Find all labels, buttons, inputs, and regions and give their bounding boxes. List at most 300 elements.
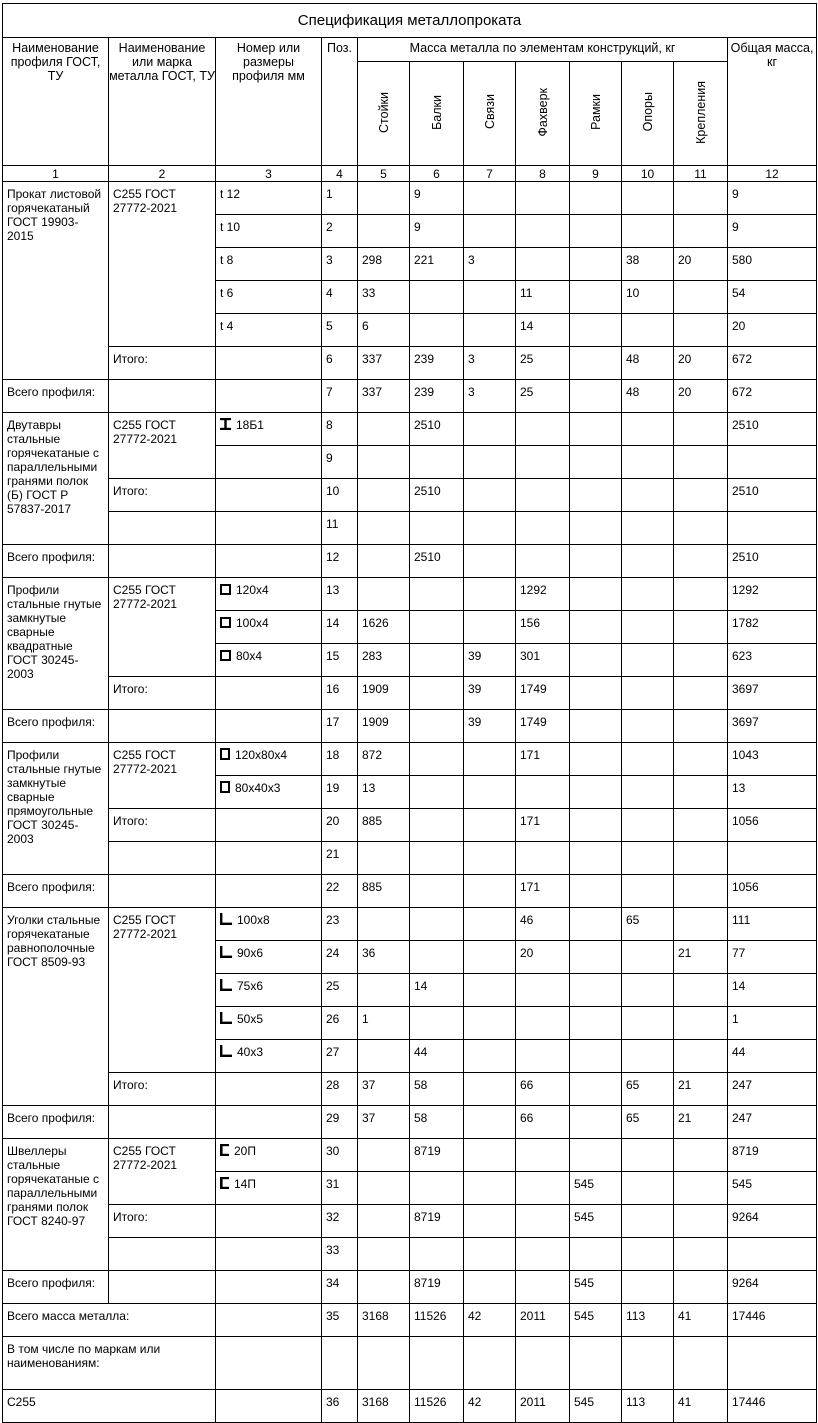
mass-value	[674, 776, 728, 809]
profile-size	[216, 281, 322, 314]
mass-value	[570, 545, 622, 578]
mass-value	[570, 710, 622, 743]
mass-value	[570, 644, 622, 677]
profile-size	[216, 578, 322, 611]
mass-value	[410, 908, 464, 941]
mass-value: 20	[674, 248, 728, 281]
total-mass: 247	[728, 1073, 817, 1106]
mass-value	[516, 1271, 570, 1304]
total-mass: 17446	[728, 1390, 817, 1423]
table-row	[3, 1139, 817, 1172]
mass-value	[570, 974, 622, 1007]
mass-value: 58	[410, 1106, 464, 1139]
steel-grade	[109, 875, 216, 908]
mass-value	[622, 776, 674, 809]
mass-value	[464, 1040, 516, 1073]
mass-value: 48	[622, 380, 674, 413]
mass-value	[410, 941, 464, 974]
steel-grade	[109, 380, 216, 413]
blank-row	[3, 842, 817, 875]
mass-value: 3	[464, 248, 516, 281]
mass-value	[358, 182, 410, 215]
mass-value	[464, 545, 516, 578]
mass-value	[674, 611, 728, 644]
mass-value: 13	[358, 776, 410, 809]
header-element-label: Стойки	[376, 91, 391, 133]
position-number: 3	[322, 248, 358, 281]
mass-value: 885	[358, 809, 410, 842]
position-number: 28	[322, 1073, 358, 1106]
profile-name: Профили стальные гнутые замкнутые сварные квадратные ГОСТ 30245-2003	[3, 578, 109, 710]
position-number: 14	[322, 611, 358, 644]
profile-total-row	[3, 710, 817, 743]
mass-value: 20	[516, 941, 570, 974]
mass-value	[464, 1172, 516, 1205]
position-number: 1	[322, 182, 358, 215]
mass-value: 42	[464, 1304, 516, 1337]
mass-value	[622, 677, 674, 710]
profile-size	[216, 974, 322, 1007]
profile-size	[216, 1390, 322, 1423]
profile-size	[216, 1007, 322, 1040]
profile-total-label: Всего профиля:	[3, 380, 109, 413]
position-number: 25	[322, 974, 358, 1007]
mass-value	[464, 809, 516, 842]
mass-value: 21	[674, 1073, 728, 1106]
mass-value: 545	[570, 1304, 622, 1337]
mass-value	[410, 281, 464, 314]
position-number: 21	[322, 842, 358, 875]
profile-total-label: Всего профиля:	[3, 710, 109, 743]
profile-size	[216, 182, 322, 215]
mass-value	[464, 446, 516, 479]
profile-total-row	[3, 545, 817, 578]
profile-size	[216, 1040, 322, 1073]
mass-value	[570, 446, 622, 479]
profile-size	[216, 248, 322, 281]
mass-value	[358, 446, 410, 479]
total-mass: 1056	[728, 809, 817, 842]
mass-value	[728, 842, 817, 875]
mass-value: 66	[516, 1106, 570, 1139]
mass-value	[516, 248, 570, 281]
mass-value	[464, 314, 516, 347]
header-element-label: Крепления	[693, 80, 708, 144]
mass-value	[622, 545, 674, 578]
header-element-label: Рамки	[588, 94, 603, 130]
mass-value	[464, 578, 516, 611]
profile-size	[216, 1238, 322, 1271]
column-number: 9	[570, 166, 622, 182]
mass-value: 8719	[410, 1205, 464, 1238]
mass-value	[622, 974, 674, 1007]
mass-value: 156	[516, 611, 570, 644]
profile-size-label: 100x4	[236, 616, 269, 630]
profile-size	[216, 347, 322, 380]
angle-icon	[220, 979, 232, 994]
column-number: 7	[464, 166, 516, 182]
steel-grade	[109, 710, 216, 743]
position-number: 32	[322, 1205, 358, 1238]
mass-value: 10	[622, 281, 674, 314]
empty-cell	[216, 1337, 322, 1390]
steel-grade: С255 ГОСТ 27772-2021	[109, 1139, 216, 1205]
mass-value	[674, 479, 728, 512]
mass-value: 283	[358, 644, 410, 677]
mass-value	[570, 743, 622, 776]
mass-value	[622, 413, 674, 446]
mass-value	[464, 611, 516, 644]
steel-grade	[109, 545, 216, 578]
mass-value	[464, 413, 516, 446]
subtotal-row	[3, 809, 817, 842]
mass-value	[570, 776, 622, 809]
mass-value	[464, 479, 516, 512]
mass-value: 20	[674, 347, 728, 380]
profile-size	[216, 1172, 322, 1205]
position-number: 22	[322, 875, 358, 908]
empty-cell	[358, 1337, 410, 1390]
mass-value: 11526	[410, 1390, 464, 1423]
total-mass: 2510	[728, 545, 817, 578]
by-grade-label: В том числе по маркам или наименованиям:	[3, 1337, 216, 1390]
header-element-label: Связи	[482, 94, 497, 130]
mass-value	[516, 545, 570, 578]
subtotal-row	[3, 479, 817, 512]
mass-value	[570, 1238, 622, 1271]
mass-value	[410, 512, 464, 545]
mass-value: 545	[570, 1271, 622, 1304]
position-number: 26	[322, 1007, 358, 1040]
mass-value: 39	[464, 710, 516, 743]
profile-size	[216, 941, 322, 974]
steel-grade: С255 ГОСТ 27772-2021	[109, 578, 216, 677]
steel-grade: С255 ГОСТ 27772-2021	[109, 908, 216, 1073]
total-mass: 672	[728, 347, 817, 380]
mass-value	[410, 710, 464, 743]
subtotal-label: Итого:	[109, 479, 216, 512]
mass-value: 9	[410, 215, 464, 248]
position-number: 23	[322, 908, 358, 941]
position-number: 35	[322, 1304, 358, 1337]
total-mass: 9264	[728, 1271, 817, 1304]
position-number: 8	[322, 413, 358, 446]
mass-value	[358, 578, 410, 611]
mass-value	[674, 413, 728, 446]
mass-value	[516, 776, 570, 809]
mass-value	[570, 413, 622, 446]
mass-value	[674, 743, 728, 776]
mass-value: 37	[358, 1073, 410, 1106]
total-mass: 1043	[728, 743, 817, 776]
steel-grade: С255 ГОСТ 27772-2021	[109, 413, 216, 479]
mass-value: 545	[570, 1205, 622, 1238]
profile-size-label: 120x4	[236, 583, 269, 597]
mass-value	[516, 1139, 570, 1172]
total-mass: 580	[728, 248, 817, 281]
mass-value	[622, 1040, 674, 1073]
empty-cell	[622, 1337, 674, 1390]
position-number: 34	[322, 1271, 358, 1304]
mass-value	[358, 1040, 410, 1073]
mass-value	[622, 446, 674, 479]
profile-size-label: 20П	[234, 1144, 256, 1158]
mass-value	[410, 644, 464, 677]
mass-value	[464, 1106, 516, 1139]
mass-value: 337	[358, 380, 410, 413]
total-mass: 1292	[728, 578, 817, 611]
mass-value: 239	[410, 347, 464, 380]
total-mass: 14	[728, 974, 817, 1007]
subtotal-row	[3, 677, 817, 710]
mass-value	[622, 842, 674, 875]
profile-size	[216, 710, 322, 743]
header-element	[622, 62, 674, 166]
mass-value	[358, 1271, 410, 1304]
square-tube-icon	[220, 584, 231, 598]
profile-size-label: 75x6	[237, 979, 264, 993]
subtotal-label: Итого:	[109, 347, 216, 380]
profile-size	[216, 1073, 322, 1106]
column-number: 10	[622, 166, 674, 182]
position-number: 7	[322, 380, 358, 413]
mass-value: 39	[464, 644, 516, 677]
mass-value	[622, 314, 674, 347]
mass-value	[622, 644, 674, 677]
mass-value: 65	[622, 908, 674, 941]
empty-cell	[570, 1337, 622, 1390]
mass-value: 545	[570, 1172, 622, 1205]
mass-value: 65	[622, 1073, 674, 1106]
square-tube-icon	[220, 617, 231, 631]
mass-value: 171	[516, 743, 570, 776]
mass-value: 2510	[410, 479, 464, 512]
profile-size	[216, 908, 322, 941]
total-mass: 1	[728, 1007, 817, 1040]
mass-value	[674, 182, 728, 215]
angle-icon	[220, 1045, 232, 1060]
total-mass: 672	[728, 380, 817, 413]
mass-value	[622, 479, 674, 512]
mass-value	[674, 908, 728, 941]
profile-total-row	[3, 380, 817, 413]
mass-value: 1909	[358, 677, 410, 710]
mass-value	[622, 182, 674, 215]
total-mass: 17446	[728, 1304, 817, 1337]
mass-value	[464, 1238, 516, 1271]
subtotal-label: Итого:	[109, 809, 216, 842]
mass-value	[622, 1271, 674, 1304]
position-number: 36	[322, 1390, 358, 1423]
mass-value: 1626	[358, 611, 410, 644]
mass-value	[516, 1238, 570, 1271]
mass-value	[570, 347, 622, 380]
column-number: 5	[358, 166, 410, 182]
total-mass: 77	[728, 941, 817, 974]
mass-value: 9	[410, 182, 464, 215]
angle-icon	[220, 1012, 232, 1027]
mass-value	[410, 842, 464, 875]
mass-value	[622, 611, 674, 644]
header-element-label: Опоры	[640, 92, 655, 132]
position-number: 30	[322, 1139, 358, 1172]
profile-total-row	[3, 1271, 817, 1304]
mass-value	[516, 512, 570, 545]
mass-value	[570, 248, 622, 281]
i-beam-icon	[220, 418, 231, 433]
profile-size-label: 50x5	[237, 1012, 264, 1026]
position-number: 6	[322, 347, 358, 380]
mass-value	[516, 842, 570, 875]
mass-value: 46	[516, 908, 570, 941]
profile-size-label: t 12	[220, 187, 241, 201]
grade-label: С255	[3, 1390, 216, 1423]
mass-value: 301	[516, 644, 570, 677]
mass-value: 11526	[410, 1304, 464, 1337]
mass-value: 11	[516, 281, 570, 314]
table-row	[3, 743, 817, 776]
profile-total-row	[3, 875, 817, 908]
mass-value: 2510	[410, 545, 464, 578]
mass-value	[516, 974, 570, 1007]
position-number: 33	[322, 1238, 358, 1271]
mass-value	[728, 1238, 817, 1271]
mass-value: 171	[516, 875, 570, 908]
position-number: 17	[322, 710, 358, 743]
mass-value	[674, 974, 728, 1007]
profile-size-label: t 6	[220, 286, 234, 300]
total-mass: 247	[728, 1106, 817, 1139]
subtotal-label: Итого:	[109, 677, 216, 710]
profile-size	[216, 1304, 322, 1337]
mass-value: 113	[622, 1390, 674, 1423]
mass-value	[622, 1172, 674, 1205]
channel-icon	[220, 1144, 229, 1159]
mass-value	[622, 1139, 674, 1172]
mass-value	[622, 1238, 674, 1271]
mass-value	[464, 182, 516, 215]
total-mass: 2510	[728, 479, 817, 512]
profile-size	[216, 1106, 322, 1139]
mass-value	[464, 1139, 516, 1172]
steel-grade	[109, 1238, 216, 1271]
total-mass: 545	[728, 1172, 817, 1205]
subtotal-row	[3, 347, 817, 380]
channel-icon	[220, 1177, 229, 1192]
mass-value: 1749	[516, 710, 570, 743]
position-number: 4	[322, 281, 358, 314]
steel-grade	[109, 842, 216, 875]
table-title: Спецификация металлопроката	[3, 4, 817, 38]
profile-size-label: 80x4	[236, 649, 263, 663]
mass-value: 885	[358, 875, 410, 908]
mass-value	[674, 809, 728, 842]
mass-value	[570, 941, 622, 974]
mass-value	[570, 875, 622, 908]
mass-value	[464, 743, 516, 776]
position-number: 31	[322, 1172, 358, 1205]
total-mass: 9	[728, 182, 817, 215]
mass-value	[464, 281, 516, 314]
mass-value	[410, 776, 464, 809]
mass-value	[674, 545, 728, 578]
blank-row	[3, 1238, 817, 1271]
mass-value: 2011	[516, 1390, 570, 1423]
table-row	[3, 182, 817, 215]
position-number: 27	[322, 1040, 358, 1073]
profile-size	[216, 875, 322, 908]
profile-size-label: t 10	[220, 220, 241, 234]
position-number: 11	[322, 512, 358, 545]
profile-name: Двутавры стальные горячекатаные с параллельными гранями полок (Б) ГОСТ Р 57837-2017	[3, 413, 109, 545]
mass-value	[674, 281, 728, 314]
header-element-label: Фахверк	[535, 87, 550, 137]
position-number: 9	[322, 446, 358, 479]
mass-value	[570, 512, 622, 545]
table-row	[3, 908, 817, 941]
mass-value: 298	[358, 248, 410, 281]
mass-value	[410, 677, 464, 710]
column-number: 3	[216, 166, 322, 182]
header-total: Общая масса, кг	[728, 38, 817, 166]
empty-cell	[674, 1337, 728, 1390]
header-element	[464, 62, 516, 166]
steel-grade: С255 ГОСТ 27772-2021	[109, 182, 216, 347]
header-pos: Поз.	[322, 38, 358, 166]
total-mass: 3697	[728, 710, 817, 743]
mass-value: 20	[674, 380, 728, 413]
mass-value	[674, 875, 728, 908]
mass-value	[728, 512, 817, 545]
mass-value	[622, 941, 674, 974]
mass-value: 65	[622, 1106, 674, 1139]
header-element-label: Балки	[429, 94, 444, 130]
profile-size	[216, 215, 322, 248]
mass-value: 33	[358, 281, 410, 314]
profile-size	[216, 1271, 322, 1304]
mass-value	[410, 578, 464, 611]
mass-value	[674, 1139, 728, 1172]
position-number: 15	[322, 644, 358, 677]
mass-value	[622, 512, 674, 545]
total-mass: 111	[728, 908, 817, 941]
steel-grade	[109, 512, 216, 545]
total-mass: 1056	[728, 875, 817, 908]
mass-value	[410, 875, 464, 908]
mass-value	[358, 842, 410, 875]
mass-value: 42	[464, 1390, 516, 1423]
mass-value	[570, 479, 622, 512]
mass-value	[358, 974, 410, 1007]
mass-value	[516, 413, 570, 446]
mass-value	[570, 1106, 622, 1139]
mass-value	[570, 1007, 622, 1040]
mass-value: 44	[410, 1040, 464, 1073]
profile-size-label: 90x6	[237, 946, 264, 960]
mass-value	[464, 941, 516, 974]
mass-value: 239	[410, 380, 464, 413]
mass-value: 39	[464, 677, 516, 710]
header-mass-group: Масса металла по элементам конструкций, кг	[358, 38, 728, 62]
mass-value	[570, 182, 622, 215]
mass-value	[358, 1172, 410, 1205]
angle-icon	[220, 913, 232, 928]
subtotal-label: Итого:	[109, 1205, 216, 1238]
profile-name: Швеллеры стальные горячекатаные с параллельными гранями полок ГОСТ 8240-97	[3, 1139, 109, 1271]
column-number: 8	[516, 166, 570, 182]
profile-size-label: t 4	[220, 319, 234, 333]
mass-value	[570, 1073, 622, 1106]
